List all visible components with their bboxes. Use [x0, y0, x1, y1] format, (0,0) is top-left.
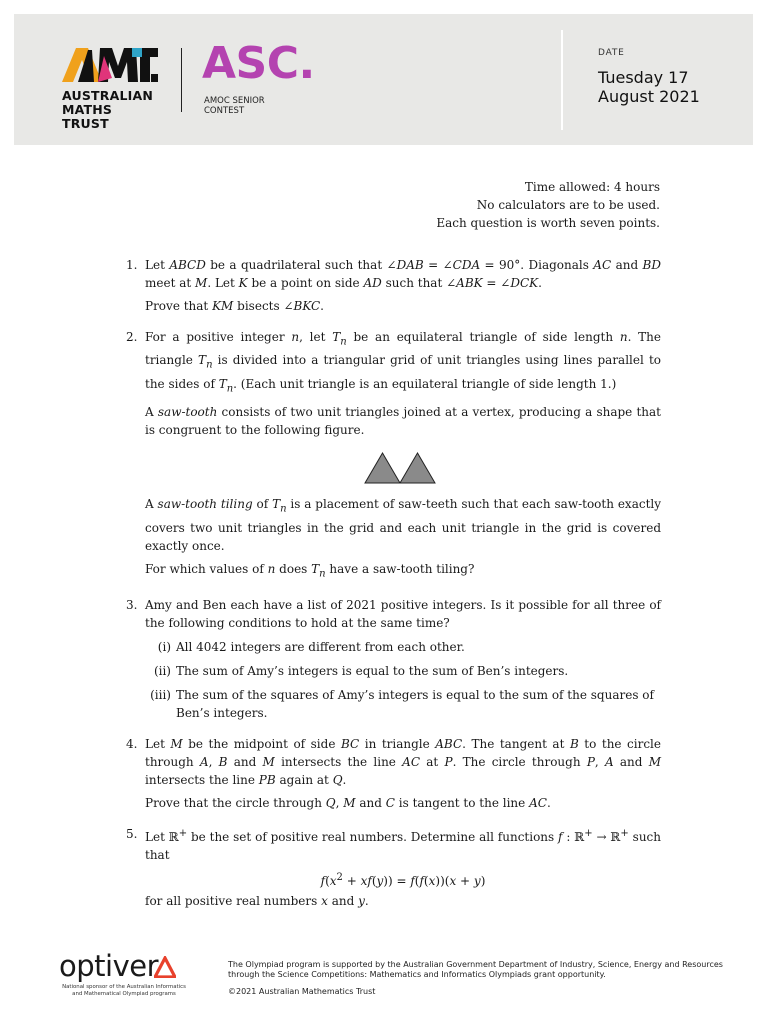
tiling-definition: A saw-tooth tiling of $T_n$ is a placement of saw-teeth such that each saw-tooth exactly covers two unit triangles in the grid and each unit triangle in the grid is covered exactly once. — [145, 497, 662, 553]
optiver-tagline — [59, 984, 189, 997]
problem-question: Prove that the circle through Q, M and C is tangent to the line AC. — [145, 795, 551, 810]
logo-divider — [181, 48, 182, 112]
calculator-rule: No calculators are to be used. — [476, 198, 660, 212]
points-rule: Each question is worth seven points. — [436, 216, 660, 230]
functional-equation: $f(x^2 + xf(y)) = f(f(x))(x + y)$ — [320, 871, 486, 888]
problem-text: For a positive integer n, let $T_n$ be an equilateral triangle of side length n. The triangle $T_n$ is divided into a triangular grid of unit triangles using lines parallel to the sides of $T_n$. (Each unit triangle is an equilateral triangle of side length 1.) — [145, 330, 662, 395]
header-banner — [14, 14, 753, 145]
optiver-tagline-line2: and Mathematical Olympiad programs — [72, 990, 176, 997]
support-statement: The Olympiad program is supported by the Australian Government Department of Industry, Science, Energy and Resources through the Science Competitions: Mathematics and Informatics Olympiads grant opportunity. — [228, 960, 723, 979]
saw-tooth-figure-icon — [363, 451, 437, 485]
optiver-word: optiver — [59, 949, 159, 983]
problem-question: Prove that KM bisects ∠BKC. — [145, 299, 324, 313]
amt-name — [62, 89, 158, 131]
problem-text: Amy and Ben each have a list of 2021 positive integers. Is it possible for all three of the following conditions to hold at the same time? — [145, 597, 661, 630]
problem-number: 5. — [126, 826, 138, 841]
amt-logo-mark-icon — [62, 48, 158, 84]
problem-number: 4. — [126, 736, 138, 751]
problem-3 — [121, 596, 661, 722]
problem-text: Let M be the midpoint of side BC in triangle ABC. The tangent at B to the circle through A, B and M intersects the line AC at P. The circle through P, A and M intersects the line PB again at Q. — [145, 736, 662, 787]
optiver-wordmark — [59, 950, 189, 982]
problem-text: Let ABCD be a quadrilateral such that ∠DAB = ∠CDA = 90°. Diagonals AC and BD meet at M. Let K be a point on side AD such that ∠ABK = ∠DCK. — [145, 258, 661, 290]
amt-name-line1: AUSTRALIAN — [62, 88, 154, 103]
problem-number: 1. — [126, 258, 138, 272]
problem-4 — [121, 735, 661, 812]
optiver-triangle-icon — [154, 956, 176, 978]
problem-number: 3. — [126, 597, 138, 612]
problem-condition: for all positive real numbers x and y. — [145, 893, 369, 908]
condition-item — [145, 662, 661, 680]
date-value — [598, 68, 748, 106]
condition-text: All 4042 integers are different from each other. — [176, 639, 465, 654]
time-allowed: Time allowed: 4 hours — [524, 180, 660, 194]
condition-number: (ii) — [153, 663, 171, 678]
copyright: ©2021 Australian Mathematics Trust — [228, 987, 376, 996]
problem-number: 2. — [126, 330, 138, 344]
date-line1: Tuesday 17 — [598, 68, 689, 87]
saw-tooth-definition: A saw-tooth consists of two unit triangles joined at a vertex, producing a shape that is congruent to the following figure. — [145, 405, 661, 438]
date-divider — [561, 30, 563, 130]
asc-subtitle-line1: AMOC SENIOR — [204, 96, 265, 106]
date-label: DATE — [598, 48, 625, 58]
amt-name-line2: MATHS TRUST — [62, 102, 113, 131]
problem-5 — [121, 825, 661, 910]
condition-text: The sum of the squares of Amy’s integers is equal to the sum of the squares of Ben’s integers. — [176, 687, 654, 720]
amt-logo — [62, 48, 158, 131]
optiver-tagline-line1: National sponsor of the Australian Informatics — [62, 984, 186, 990]
condition-text: The sum of Amy’s integers is equal to the sum of Ben’s integers. — [176, 663, 569, 678]
asc-title: ASC. — [202, 38, 315, 89]
problem-text: Let ℝ+ be the set of positive real numbers. Determine all functions f : ℝ+ → ℝ+ such that — [145, 827, 661, 862]
exam-instructions — [436, 178, 660, 232]
condition-number: (i) — [157, 639, 171, 654]
asc-subtitle — [204, 96, 315, 116]
problem-question: For which values of n does $T_n$ have a saw-tooth tiling? — [145, 561, 475, 579]
asc-subtitle-line2: CONTEST — [204, 106, 245, 116]
problem-1 — [121, 256, 661, 315]
condition-item — [145, 686, 661, 722]
problem-2 — [121, 328, 661, 583]
asc-logo — [202, 40, 315, 116]
date-line2: August 2021 — [598, 87, 700, 106]
condition-number: (iii) — [150, 687, 171, 702]
optiver-logo — [59, 950, 189, 997]
problem-list — [121, 256, 661, 923]
condition-item — [145, 638, 661, 656]
